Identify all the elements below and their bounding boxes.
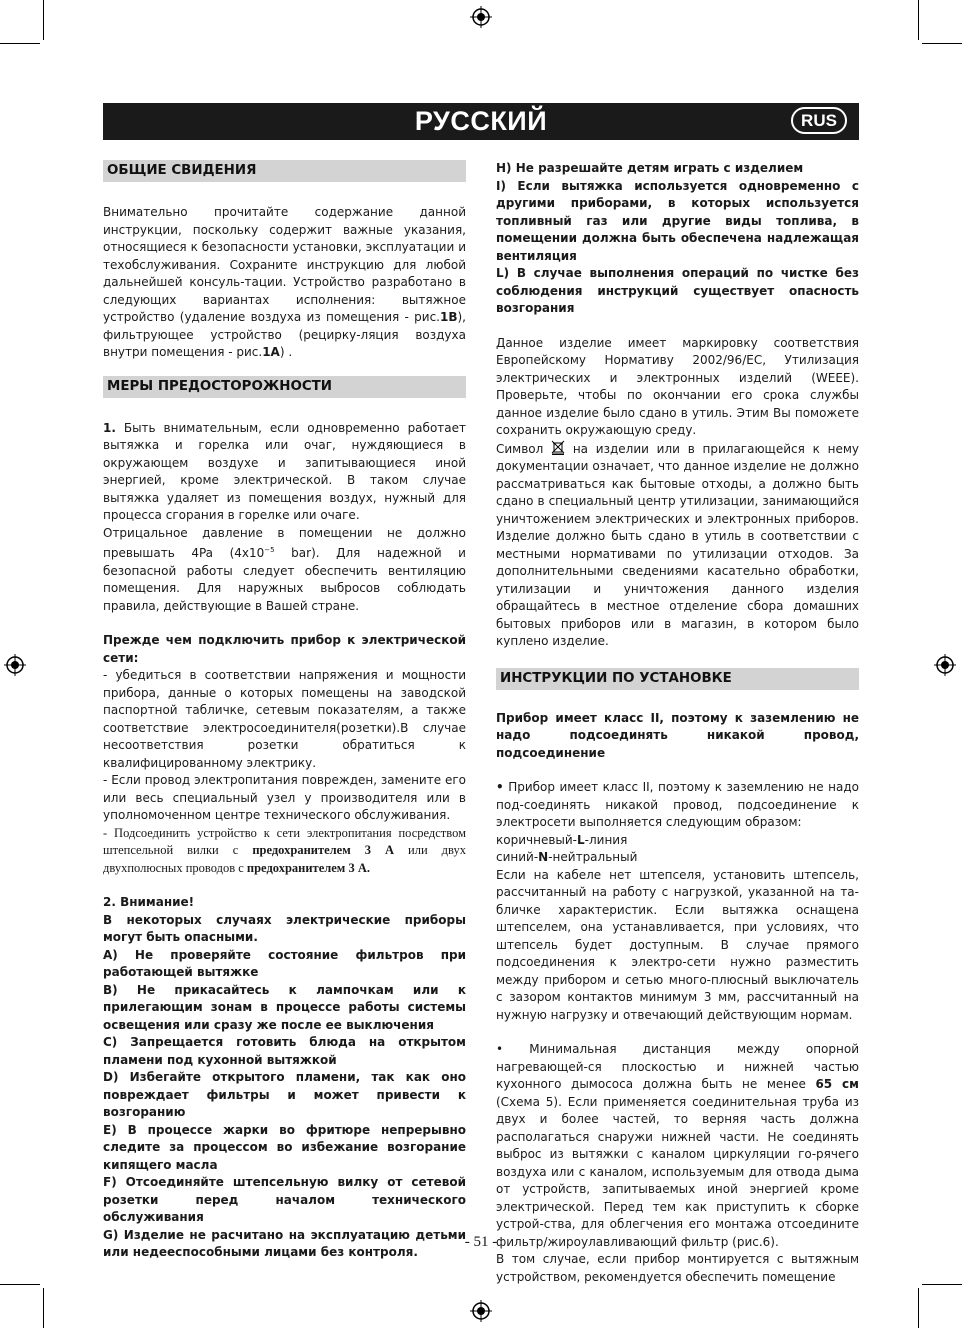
page-title: РУССКИЙ: [414, 106, 548, 136]
attention-item-h: H) Не разрешайте детям играть с изделием: [496, 161, 804, 175]
section-title-installation: ИНСТРУКЦИИ ПО УСТАНОВКЕ: [496, 668, 859, 690]
general-info-paragraph: Внимательно прочитайте содержание данной инструкции, поскольку содержит важные указания, относящиеся к безопасности установки, эксплуатации и техобслуживания. Сохраните инструкцию для любой дальнейшей консуль-тации. Устройство разработано в следующих вариантах исполнения: вытяжное устройство (удаление воздуха из помещения - рис.1B), фильтрующее устройство (рецирку-ляция воздуха внутри помещения - рис.1A) .: [103, 205, 466, 359]
weee-paragraph-2: Символ на изделии или в прилагающейся к нему документации означает, что данное изделие не должно рассматриваться как бытовые отходы, а должно быть сдано в специальный центр утилизации, занимающийся уничтожением электрических и электронных приборов. Изделие должно быть сдано в утиль в соответствии с местными нормативами по утилизации отходов. За дополнительными сведениями касательно обработки, утилизации и уничтожения данного изделия обращайтесь в местное отделение сбора домашних бытовых приборов или в магазин, в котором было куплено изделие.: [496, 441, 859, 648]
crop-mark: [922, 1284, 962, 1285]
crop-mark: [918, 0, 919, 40]
install-paragraph-2: Если на кабеле нет штепселя, установить штепсель, рассчитанный на работу с нагрузкой, указанной на та-бличке характеристик. Если вытяжка оснащена штепселем, она устанавливается, при условиях, что штепсель будет доступным. В случае прямого подсоединения к электро-сети нужно разместить между прибором и сетью много-плюсный выключатель с зазором контактов минимум 3 мм, рассчитанный на нужную нагрузку и отвечающий действующим нормам.: [496, 867, 859, 1022]
wire-brown-line: коричневый-L-линия: [496, 832, 628, 847]
section-title-safety: МЕРЫ ПРЕДОСТОРОЖНОСТИ: [103, 376, 466, 398]
crop-mark: [918, 1288, 919, 1328]
attention-item-g: G) Изделие не расчитано на эксплуатацию детьми или недееспособными лицами без контроля.: [103, 1227, 466, 1259]
safety-item-1: 1. Быть внимательным, если одновременно работает вытяжка и горелка или очаг, нуждяющиеся в окружающем воздухе и запитывающиеся иной энергией, кроме электрической. В таком случае вытяжка удаляет из помещения воздух, нужный для процесса сгорания в горелке или очаге.: [103, 420, 466, 522]
registration-mark-icon: [470, 1300, 492, 1322]
weee-bin-icon: [551, 440, 565, 455]
registration-mark-icon: [470, 6, 492, 28]
install-paragraph-1: • Прибор имеет класс II, поэтому к заземлению не надо под-соединять никакой провод, подсоединение к электросети выполняется следующим образом:: [496, 780, 859, 829]
registration-mark-icon: [934, 654, 956, 676]
crop-mark: [922, 43, 962, 44]
right-column: [496, 160, 859, 1286]
attention-item-i: I) Если вытяжка используется одновременно с другими приборами, в которых используется топливный газ или другие виды топлива, в помещении должна быть обеспечена надлежащая вентиляция: [496, 178, 859, 263]
connect-paragraph-1: - убедиться в соответствии напряжения и мощности прибора, данные о которых помещены на заводской паспортной табличке, сетевым показателям, а также соответствие электросоединителя(розетки).В случае несоответствия розетки обратиться к квалифицированному электрику.: [103, 668, 466, 770]
attention-item-a: A) Не проверяйте состояние фильтров при работающей вытяжке: [103, 947, 466, 979]
connect-paragraph-3: - Подсоединить устройство к сети электропитания посредством штепсельной вилки с предохранителем 3 А или двух двухполюсных проводов с предохранителем 3 А.: [103, 825, 466, 875]
language-header-bar: [103, 103, 859, 140]
attention-item-c: C) Запрещается готовить блюда на открытом пламени под кухонной вытяжкой: [103, 1035, 466, 1067]
safety-item-1-pressure: Отрицальное давление в помещении не должно превышать 4Pa ($4x10^{-5}$ bar). Для надежной и безопасной работы следует обеспечить вентиляцию помещения. Для наружных выбросов соблюдать правила, действующие в Вашей стране.: [103, 525, 466, 613]
attention-intro: В некоторых случаях электрические приборы могут быть опасными.: [103, 912, 466, 944]
crop-mark: [43, 1288, 44, 1328]
attention-item-e: E) В процессе жарки во фритюре непрерывно следите за процессом во избежание возгорание кипящего масла: [103, 1122, 466, 1172]
connect-paragraph-2: - Если провод электропитания поврежден, замените его или весь специальный узел у производителя или в уполномоченном центре технического обслуживания.: [103, 773, 466, 822]
registration-mark-icon: [4, 654, 26, 676]
page-number: - 51 -: [464, 1234, 498, 1250]
attention-item-d: D) Избегайте открытого пламени, так как оно повреждает фильтры и может привести к возгоранию: [103, 1070, 466, 1119]
attention-item-f: F) Отсоединяйте штепсельную вилку от сетевой розетки перед началом технического обслуживания: [103, 1175, 466, 1224]
weee-paragraph-1: Данное изделие имеет маркировку соответствия Европейскому Нормативу 2002/96/EC, Утилизация электрических и электронных изделий (WEEE). Проверьте, чтобы по окончании его срока службы данное изделие было сдано в утиль. Этим Вы поможете сохранить окружающую среду.: [496, 335, 859, 437]
crop-mark: [43, 0, 44, 40]
section-title-general: ОБЩИЕ СВИДЕНИЯ: [103, 160, 466, 182]
distance-paragraph: • Минимальная дистанция между опорной нагревающей-ся плоскостью и нижней частью кухонного дымососа должна быть не менее 65 см (Схема 5). Если применяется соединительная труба из двух и более частей, то верняя часть должна располагаться снаружи нижней части. Не соединять выброс из вытяжки с каналом циркуляции го-рячего воздуха или с каналом, используемым для отвода дыма от устройств, запитываемых иной энергией кроме электрической. Перед тем как приступить к сборке устрой-ства, для облегчения его монтажа отсоедините фильтр/жироулавливающий фильтр (рис.6).: [496, 1042, 859, 1249]
connect-heading: Прежде чем подключить прибор к электрической сети:: [103, 633, 466, 665]
wire-blue-neutral: синий-N-нейтральный: [496, 850, 638, 864]
left-column: [103, 160, 466, 1262]
attention-item-l: L) В случае выполнения операций по чистке без соблюдения инструкций существует опасность возгорания: [496, 266, 859, 315]
crop-mark: [0, 43, 40, 44]
language-badge: RUS: [791, 107, 847, 134]
extraction-paragraph: В том случае, если прибор монтируется с вытяжным устройством, рекомендуется обеспечить помещение: [496, 1252, 859, 1284]
attention-heading: 2. Внимание!: [103, 895, 195, 909]
attention-item-b: B) Не прикасайтесь к лампочкам или к прилегающим зонам в процессе работы системы освещения или сразу же после ее выключения: [103, 982, 466, 1032]
crop-mark: [0, 1284, 40, 1285]
install-heading: Прибор имеет класс II, поэтому к заземлению не надо подсоединять никакой провод, подсоединение: [496, 710, 859, 760]
